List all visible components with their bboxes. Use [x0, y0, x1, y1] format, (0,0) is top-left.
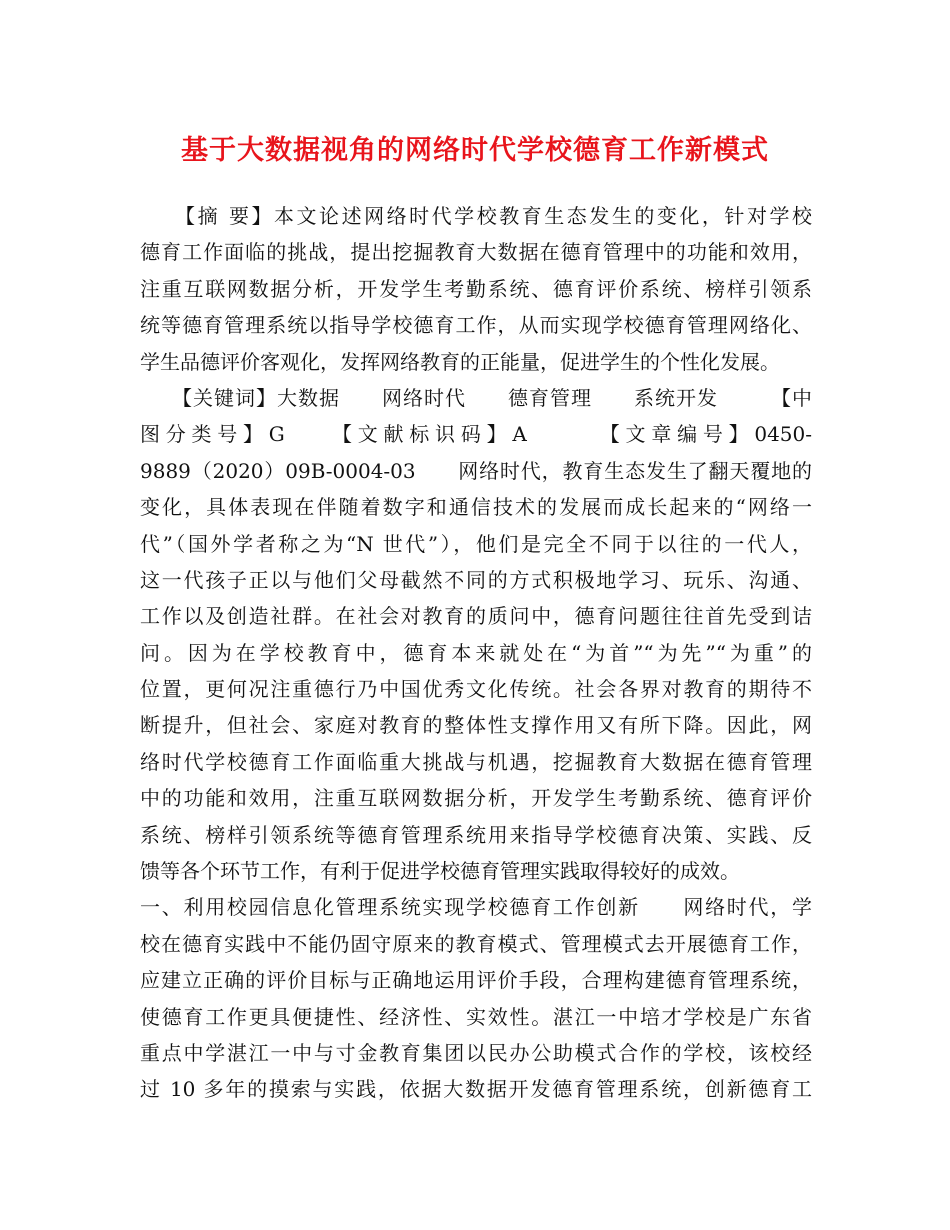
body-line: 中的功能和效用，注重互联网数据分析，开发学生考勤系统、德育评价 [140, 786, 812, 811]
body-line: 络时代学校德育工作面临重大挑战与机遇，挖掘教育大数据在德育管理 [140, 749, 812, 774]
body-line: 【关键词】大数据 网络时代 德育管理 系统开发 【中 [140, 385, 812, 410]
body-line: 位置，更何况注重德行乃中国优秀文化传统。社会各界对教育的期待不 [140, 677, 812, 702]
body-line: 过 10 多年的摸索与实践，依据大数据开发德育管理系统，创新德育工 [140, 1077, 812, 1102]
body-line: 【摘 要】本文论述网络时代学校教育生态发生的变化，针对学校 [140, 204, 812, 228]
body-line: 系统、榜样引领系统等德育管理系统用来指导学校德育决策、实践、反 [140, 822, 812, 847]
body-line: 9889（2020）09B-0004-03 网络时代，教育生态发生了翻天覆地的 [140, 458, 812, 483]
body-line: 使德育工作更具便捷性、经济性、实效性。湛江一中培才学校是广东省 [140, 1004, 812, 1029]
body-line: 德育工作面临的挑战，提出挖掘教育大数据在德育管理中的功能和效用， [140, 240, 812, 265]
body-line: 应建立正确的评价目标与正确地运用评价手段，合理构建德育管理系统， [140, 968, 812, 993]
body-line: 断提升，但社会、家庭对教育的整体性支撑作用又有所下降。因此，网 [140, 713, 812, 738]
body-line: 代”（国外学者称之为“N 世代”），他们是完全不同于以往的一代人， [140, 531, 812, 556]
body-line: 这一代孩子正以与他们父母截然不同的方式积极地学习、玩乐、沟通、 [140, 567, 812, 592]
body-line: 工作以及创造社群。在社会对教育的质问中，德育问题往往首先受到诘 [140, 604, 812, 629]
document-title: 基于大数据视角的网络时代学校德育工作新模式 [181, 135, 769, 166]
body-line: 问。因为在学校教育中，德育本来就处在“为首”“为先”“为重”的 [140, 640, 812, 665]
body-line: 校在德育实践中不能仍固守原来的教育模式、管理模式去开展德育工作， [140, 931, 812, 956]
body-line: 一、利用校园信息化管理系统实现学校德育工作创新 网络时代，学 [140, 895, 812, 920]
body-line: 注重互联网数据分析，开发学生考勤系统、德育评价系统、榜样引领系 [140, 276, 812, 301]
body-line: 学生品德评价客观化，发挥网络教育的正能量，促进学生的个性化发展。 [140, 349, 780, 374]
body-line: 统等德育管理系统以指导学校德育工作，从而实现学校德育管理网络化、 [140, 313, 812, 338]
body-line: 图分类号】G 【文献标识码】A 【文章编号】0450- [140, 422, 812, 447]
body-line: 馈等各个环节工作，有利于促进学校德育管理实践取得较好的成效。 [140, 859, 740, 884]
document-body [140, 198, 812, 1108]
body-line: 重点中学湛江一中与寸金教育集团以民办公助模式合作的学校，该校经 [140, 1040, 812, 1065]
body-line: 变化，具体表现在伴随着数字和通信技术的发展而成长起来的“网络一 [140, 495, 812, 520]
